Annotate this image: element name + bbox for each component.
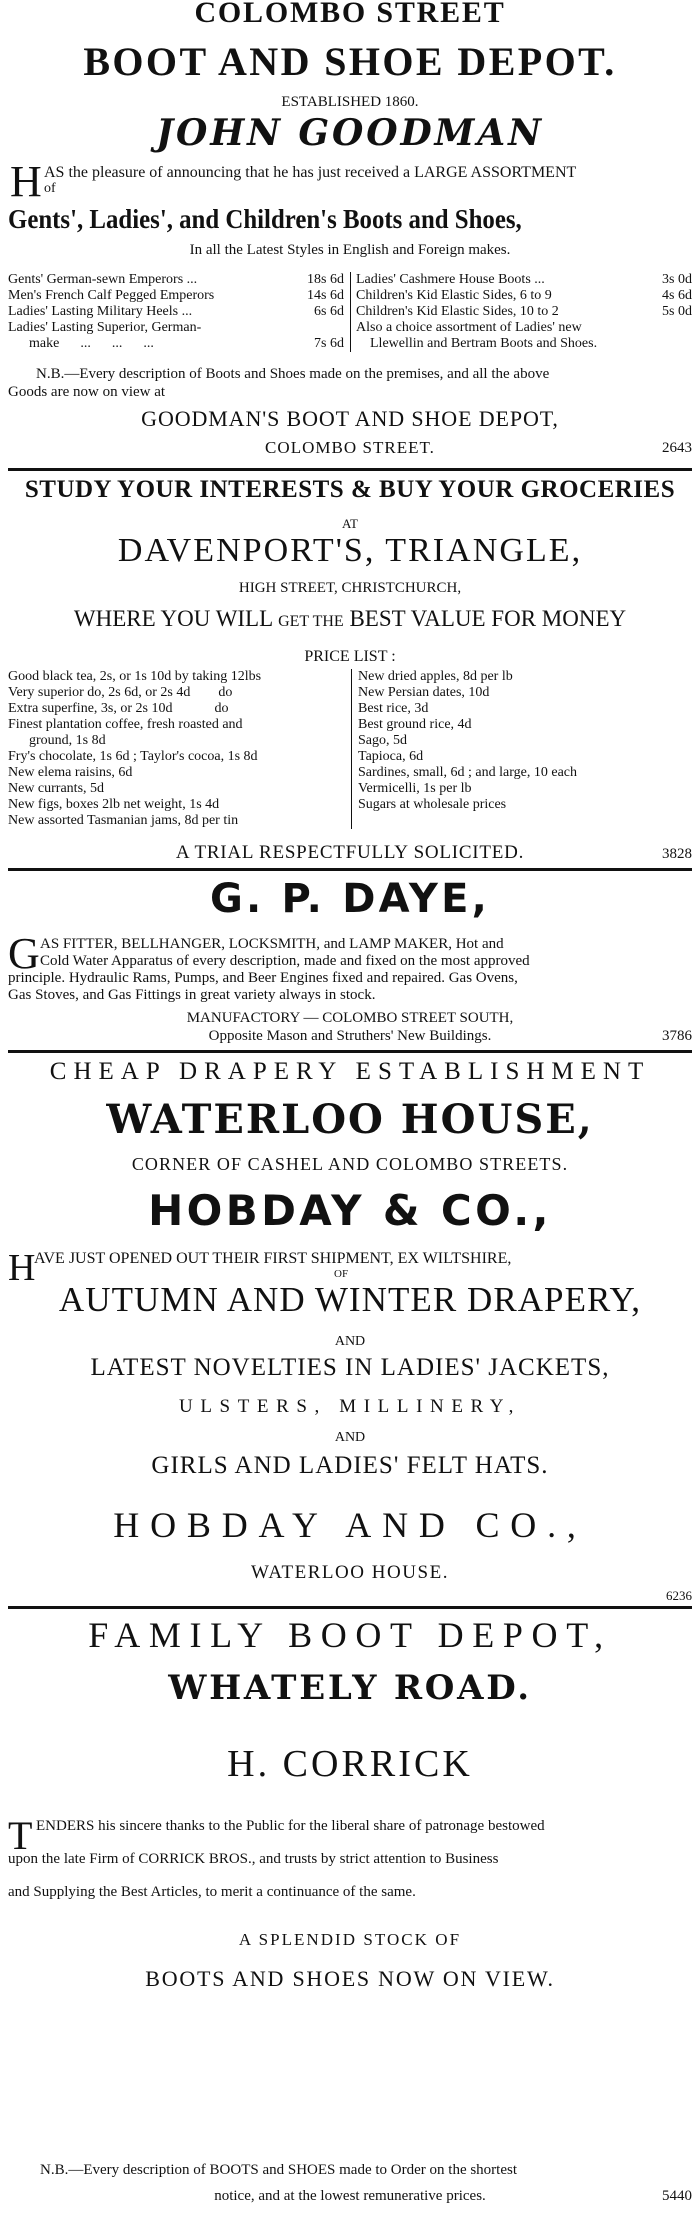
- ad1-intro-line1: AS the pleasure of announcing that he has just received a LARGE ASSORTMENT: [44, 164, 577, 181]
- ad4-autumn-winter: AUTUMN AND WINTER DRAPERY,: [58, 1280, 642, 1319]
- price-row: Ladies' Lasting Military Heels ... 6s 6d: [8, 304, 344, 319]
- ad1-right-price-table: [356, 272, 692, 352]
- list-item: New figs, boxes 2lb net weight, 1s 4d: [8, 797, 220, 812]
- list-item: Best rice, 3d: [358, 701, 429, 716]
- list-item: Good black tea, 2s, or 1s 10d by taking 12lbs: [8, 669, 262, 684]
- ad4-novelties: LATEST NOVELTIES IN LADIES' JACKETS,: [90, 1354, 610, 1381]
- price-row: Children's Kid Elastic Sides, 6 to 9 4s 6d: [356, 288, 692, 303]
- ad5-line1: ENDERS his sincere thanks to the Public for the liberal share of patronage bestowed: [36, 1818, 545, 1834]
- ad1-ref-number: 2643: [662, 440, 692, 456]
- corrick-boot-depot-advert: [0, 1614, 700, 2219]
- ad2-column-divider: [351, 669, 352, 829]
- ad4-footer-firm: HOBDAY AND CO.,: [113, 1505, 587, 1545]
- ad5-dropcap: T: [8, 1813, 33, 1858]
- ad2-at: AT: [342, 516, 358, 531]
- ad1-headline: Gents', Ladies', and Children's Boots and Shoes,: [8, 204, 522, 234]
- ad1-nb-line1: N.B.—Every description of Boots and Shoes made on the premises, and all the above: [36, 366, 550, 382]
- list-item: Sardines, small, 6d ; and large, 10 each: [358, 765, 578, 780]
- ad5-road: WHATELY ROAD.: [168, 1668, 532, 1708]
- ad3-business-name: G. P. DAYE,: [209, 876, 491, 922]
- price-row: Men's French Calf Pegged Emperors 14s 6d: [8, 288, 344, 303]
- ad4-felt-hats: GIRLS AND LADIES' FELT HATS.: [151, 1452, 549, 1479]
- ad2-slogan: WHERE YOU WILL GET THE BEST VALUE FOR MONEY: [73, 606, 627, 631]
- ad3-line4: Gas Stoves, and Gas Fittings in great variety always in stock.: [8, 987, 376, 1003]
- divider-rule: [8, 1606, 692, 1609]
- ad5-header: FAMILY BOOT DEPOT,: [88, 1615, 612, 1655]
- list-item: Finest plantation coffee, fresh roasted and: [8, 717, 243, 732]
- list-item: ground, 1s 8d: [8, 733, 106, 748]
- ad2-left-price-list: [8, 669, 348, 829]
- list-item: New Persian dates, 10d: [358, 685, 490, 700]
- ad5-line3: and Supplying the Best Articles, to merit a continuance of the same.: [8, 1884, 416, 1900]
- ad2-footer: A TRIAL RESPECTFULLY SOLICITED.: [175, 842, 525, 863]
- price-row: Also a choice assortment of Ladies' new: [356, 320, 582, 335]
- ad4-dropcap: H: [8, 1247, 36, 1289]
- ad5-line2: upon the late Firm of CORRICK BROS., and trusts by strict attention to Business: [8, 1851, 499, 1867]
- list-item: Tapioca, 6d: [358, 749, 424, 764]
- ad2-right-price-list: [358, 669, 692, 813]
- ad1-header-colombo-street: COLOMBO STREET: [194, 0, 506, 29]
- ad5-boots-on-view: BOOTS AND SHOES NOW ON VIEW.: [145, 1966, 555, 1991]
- ad1-established: ESTABLISHED 1860.: [281, 94, 419, 110]
- list-item: New elema raisins, 6d: [8, 765, 133, 780]
- ad5-nb-line2: notice, and at the lowest remunerative prices.: [214, 2188, 486, 2204]
- ad2-ref-number: 3828: [662, 846, 692, 862]
- ad1-intro-line2: of: [44, 181, 56, 196]
- list-item: New currants, 5d: [8, 781, 105, 796]
- ad1-subline: In all the Latest Styles in English and Foreign makes.: [189, 242, 511, 258]
- ad4-and-1: AND: [334, 1334, 366, 1349]
- ad3-opposite: Opposite Mason and Struthers' New Buildings.: [208, 1028, 492, 1044]
- ad1-column-divider: [350, 272, 351, 352]
- price-row: Children's Kid Elastic Sides, 10 to 2 5s 0d: [356, 304, 692, 319]
- ad4-ulsters-millinery: ULSTERS, MILLINERY,: [179, 1396, 521, 1417]
- divider-rule: [8, 468, 692, 471]
- divider-rule: [8, 1050, 692, 1053]
- ad5-splendid-stock: A SPLENDID STOCK OF: [238, 1930, 462, 1949]
- list-item: Best ground rice, 4d: [358, 717, 472, 732]
- ad4-ref-number: 6236: [666, 1588, 692, 1603]
- ad2-header: STUDY YOUR INTERESTS & BUY YOUR GROCERIES: [24, 476, 676, 503]
- ad1-footer-depot: GOODMAN'S BOOT AND SHOE DEPOT,: [141, 406, 559, 431]
- price-row: Ladies' Lasting Superior, German-: [8, 320, 202, 335]
- price-row: make ... ... ... 7s 6d: [8, 336, 344, 351]
- list-item: Extra superfine, 3s, or 2s 10d do: [8, 701, 229, 716]
- ad1-footer-street: COLOMBO STREET.: [265, 438, 435, 457]
- ad4-header: CHEAP DRAPERY ESTABLISHMENT: [49, 1058, 651, 1085]
- goodman-boot-shoe-advert: [0, 0, 700, 455]
- ad3-ref-number: 3786: [662, 1028, 692, 1044]
- ad3-line2: Cold Water Apparatus of every description, made and fixed on the most approved: [40, 953, 530, 969]
- ad1-header-boot-shoe-depot: BOOT AND SHOE DEPOT.: [83, 39, 617, 84]
- ad4-firm-name: HOBDAY & CO.,: [148, 1186, 552, 1235]
- ad1-proprietor-name: JOHN GOODMAN: [156, 112, 544, 154]
- ad5-nb-line1: N.B.—Every description of BOOTS and SHOES made to Order on the shortest: [40, 2162, 518, 2178]
- ad5-proprietor-name: H. CORRICK: [227, 1743, 473, 1785]
- ad2-address: HIGH STREET, CHRISTCHURCH,: [238, 580, 462, 596]
- ad4-and-2: AND: [334, 1430, 366, 1445]
- list-item: New dried apples, 8d per lb: [358, 669, 513, 684]
- list-item: New assorted Tasmanian jams, 8d per tin: [8, 813, 239, 828]
- ad3-manufactory: MANUFACTORY — COLOMBO STREET SOUTH,: [186, 1010, 514, 1026]
- ad1-left-price-table: [8, 272, 344, 352]
- price-row: Gents' German-sewn Emperors ... 18s 6d: [8, 272, 344, 287]
- divider-rule: [8, 868, 692, 871]
- list-item: Vermicelli, 1s per lb: [358, 781, 472, 796]
- ad4-corner: CORNER OF CASHEL AND COLOMBO STREETS.: [131, 1154, 569, 1174]
- ad1-dropcap: H: [10, 157, 42, 206]
- ad4-opened: AVE JUST OPENED OUT THEIR FIRST SHIPMENT, EX WILTSHIRE,: [34, 1250, 512, 1267]
- ad3-line3: principle. Hydraulic Rams, Pumps, and Beer Engines fixed and repaired. Gas Ovens,: [8, 970, 518, 986]
- ad4-store-name: WATERLOO HOUSE,: [106, 1096, 594, 1143]
- list-item: Very superior do, 2s 6d, or 2s 4d do: [8, 685, 233, 700]
- ad2-price-list-heading: PRICE LIST :: [304, 648, 396, 665]
- ad1-nb-line2: Goods are now on view at: [8, 384, 166, 400]
- price-row: Ladies' Cashmere House Boots ... 3s 0d: [356, 272, 692, 287]
- ad3-line1: AS FITTER, BELLHANGER, LOCKSMITH, and LAMP MAKER, Hot and: [40, 936, 504, 952]
- list-item: Sugars at wholesale prices: [358, 797, 507, 812]
- ad4-footer-house: WATERLOO HOUSE.: [250, 1562, 449, 1583]
- ad5-ref-number: 5440: [662, 2188, 692, 2204]
- ad4-of: OF: [334, 1268, 349, 1280]
- list-item: Sago, 5d: [358, 733, 407, 748]
- ad3-dropcap: G: [8, 929, 40, 978]
- ad2-store-name: DAVENPORT'S, TRIANGLE,: [117, 532, 583, 569]
- list-item: Fry's chocolate, 1s 6d ; Taylor's cocoa, 1s 8d: [8, 749, 258, 764]
- price-row: Llewellin and Bertram Boots and Shoes.: [356, 336, 598, 351]
